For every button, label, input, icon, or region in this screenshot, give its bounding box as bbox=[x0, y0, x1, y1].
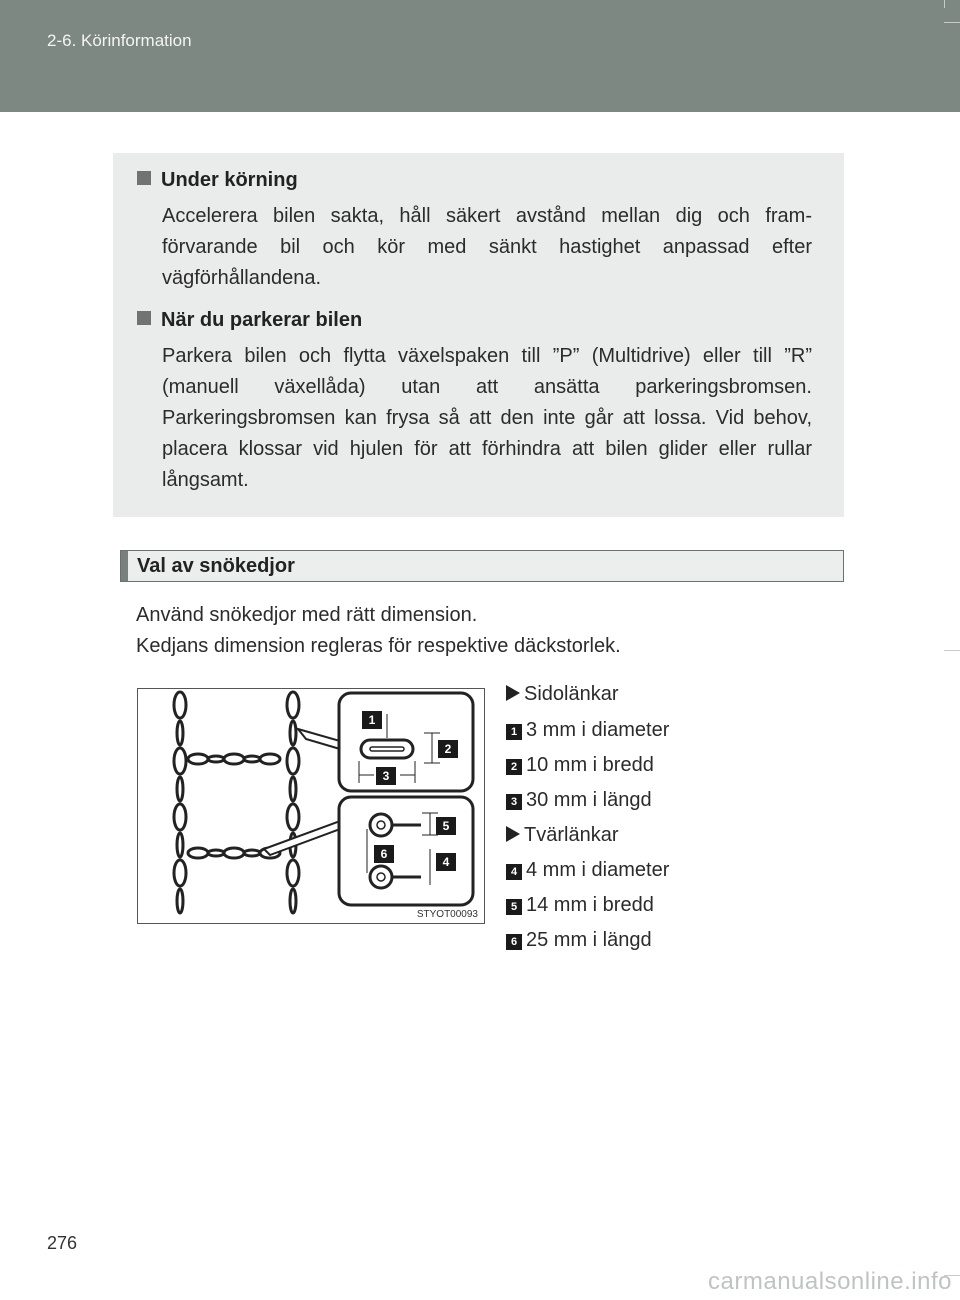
spec-cross-links bbox=[506, 824, 618, 850]
section-heading bbox=[120, 550, 844, 582]
callout-badge-4: 4 bbox=[436, 853, 456, 871]
parking-heading-text: När du parkerar bilen bbox=[161, 309, 363, 331]
spec-cross-links-text: Tvärlänkar bbox=[524, 824, 619, 846]
spec-text-1: 3 mm i diameter bbox=[526, 719, 670, 741]
spec-item-1 bbox=[506, 719, 669, 745]
spec-text-3: 30 mm i längd bbox=[526, 789, 652, 811]
square-bullet-icon bbox=[137, 171, 151, 185]
triangle-bullet-icon bbox=[506, 826, 520, 842]
parking-paragraph: Parkera bilen och flytta växelspaken till ”P” (Multidrive) eller till ”R” (manuell växellåda) utan att ansätta parkeringsbromsen. Parkeringsbromsen kan frysa så att den inte går att lossa. Vid behov, placera klossar vid hjulen för att förhindra att bilen glider eller rullar långsamt. bbox=[162, 345, 812, 491]
spec-text-4: 4 mm i diameter bbox=[526, 859, 670, 881]
callout-badge-2: 2 bbox=[438, 740, 458, 758]
crop-mark bbox=[944, 650, 960, 651]
crop-mark bbox=[944, 0, 945, 8]
callout-badge-3: 3 bbox=[376, 767, 396, 785]
spec-text-6: 25 mm i längd bbox=[526, 929, 652, 951]
spec-item-5 bbox=[506, 894, 654, 920]
parking-heading bbox=[137, 309, 362, 332]
callout-badge-5: 5 bbox=[436, 817, 456, 835]
heading-accent bbox=[121, 551, 128, 581]
snow-chain-illustration bbox=[137, 688, 485, 924]
intro-line-2: Kedjans dimension regleras för respektive däckstorlek. bbox=[136, 635, 621, 657]
driving-heading-text: Under körning bbox=[161, 169, 298, 191]
triangle-bullet-icon bbox=[506, 685, 520, 701]
spec-item-6 bbox=[506, 929, 652, 955]
callout-badge-6: 6 bbox=[374, 845, 394, 863]
spec-side-links bbox=[506, 683, 619, 709]
intro-line-1: Använd snökedjor med rätt dimension. bbox=[136, 604, 478, 626]
spec-text-2: 10 mm i bredd bbox=[526, 754, 654, 776]
spec-badge-3: 3 bbox=[506, 794, 522, 810]
spec-item-2 bbox=[506, 754, 654, 780]
callout-badge-1: 1 bbox=[362, 711, 382, 729]
driving-heading bbox=[137, 169, 298, 192]
crop-mark bbox=[944, 22, 960, 23]
spec-badge-4: 4 bbox=[506, 864, 522, 880]
spec-badge-5: 5 bbox=[506, 899, 522, 915]
chain-drawing bbox=[138, 689, 484, 923]
spec-side-links-text: Sidolänkar bbox=[524, 683, 619, 705]
spec-item-3 bbox=[506, 789, 652, 815]
driving-paragraph: Accelerera bilen sakta, håll säkert avstånd mellan dig och framförvarande bil och kör med sänkt hastighet anpassad efter vägförhållandena. bbox=[162, 205, 812, 289]
spec-text-5: 14 mm i bredd bbox=[526, 894, 654, 916]
right-vertical-chain bbox=[287, 692, 299, 913]
page-header bbox=[0, 0, 960, 112]
upper-cross-chain bbox=[188, 754, 280, 764]
section-heading-text: Val av snökedjor bbox=[137, 555, 295, 577]
spec-badge-6: 6 bbox=[506, 934, 522, 950]
page-number: 276 bbox=[47, 1233, 78, 1253]
section-breadcrumb: 2-6. Körinformation bbox=[47, 31, 192, 50]
figure-code: STYOT00093 bbox=[416, 909, 478, 920]
spec-badge-1: 1 bbox=[506, 724, 522, 740]
watermark: carmanualsonline.info bbox=[708, 1268, 952, 1295]
square-bullet-icon bbox=[137, 311, 151, 325]
spec-badge-2: 2 bbox=[506, 759, 522, 775]
left-vertical-chain bbox=[174, 692, 186, 913]
spec-item-4 bbox=[506, 859, 669, 885]
